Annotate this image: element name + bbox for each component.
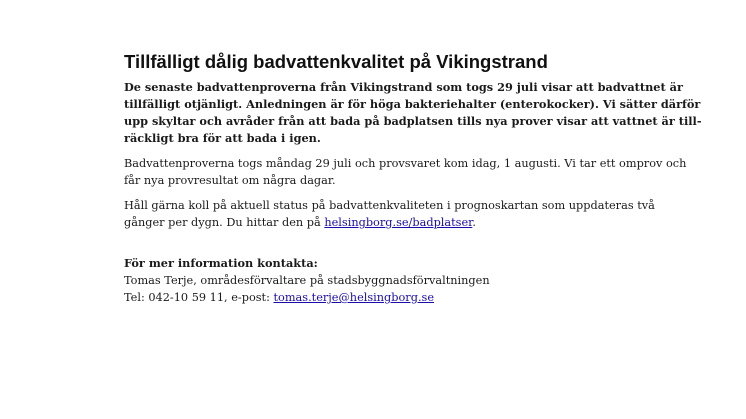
body-line <box>124 214 664 231</box>
body-line: får nya provresultat om några dagar. <box>124 174 336 187</box>
body-line: Håll gärna koll på aktuell status på badvattenkvaliteten i prognoskartan som uppdateras två <box>124 199 655 212</box>
contact-email-link[interactable]: tomas.terje@helsingborg.se <box>273 291 435 304</box>
article-title: Tillfälligt dålig badvattenkvalitet på Vikingstrand <box>124 51 548 72</box>
lead-line: upp skyltar och avråder från att bada på badplatsen tills nya prover visar att vattnet är till- <box>124 114 702 128</box>
contact-person: Tomas Terje, områdesförvaltare på stadsbyggnadsförvaltningen <box>124 274 490 287</box>
sampling-paragraph <box>124 155 687 189</box>
body-line: Badvattenproverna togs måndag 29 juli och provsvaret kom idag, 1 augusti. Vi tar ett omprov och <box>124 157 687 170</box>
contact-phone: Tel: 042-10 59 11, e-post: <box>124 291 274 304</box>
lead-line: De senaste badvattenproverna från Vikingstrand som togs 29 juli visar att badvattnet är <box>124 80 683 94</box>
contact-heading: För mer information kontakta: <box>124 256 318 270</box>
body-text: gånger per dygn. Du hittar den på <box>124 216 325 229</box>
lead-paragraph <box>124 79 702 147</box>
press-release <box>124 51 702 306</box>
contact-block <box>124 255 664 306</box>
contact-details <box>124 289 664 306</box>
lead-line: tillfälligt otjänligt. Anledningen är för höga bakteriehalter (enterokocker). Vi sätter därför <box>124 97 701 111</box>
forecast-map-paragraph <box>124 197 664 231</box>
badplatser-link[interactable]: helsingborg.se/badplatser <box>324 216 473 229</box>
body-text: . <box>472 216 476 229</box>
lead-line: räckligt bra för att bada i igen. <box>124 131 321 145</box>
